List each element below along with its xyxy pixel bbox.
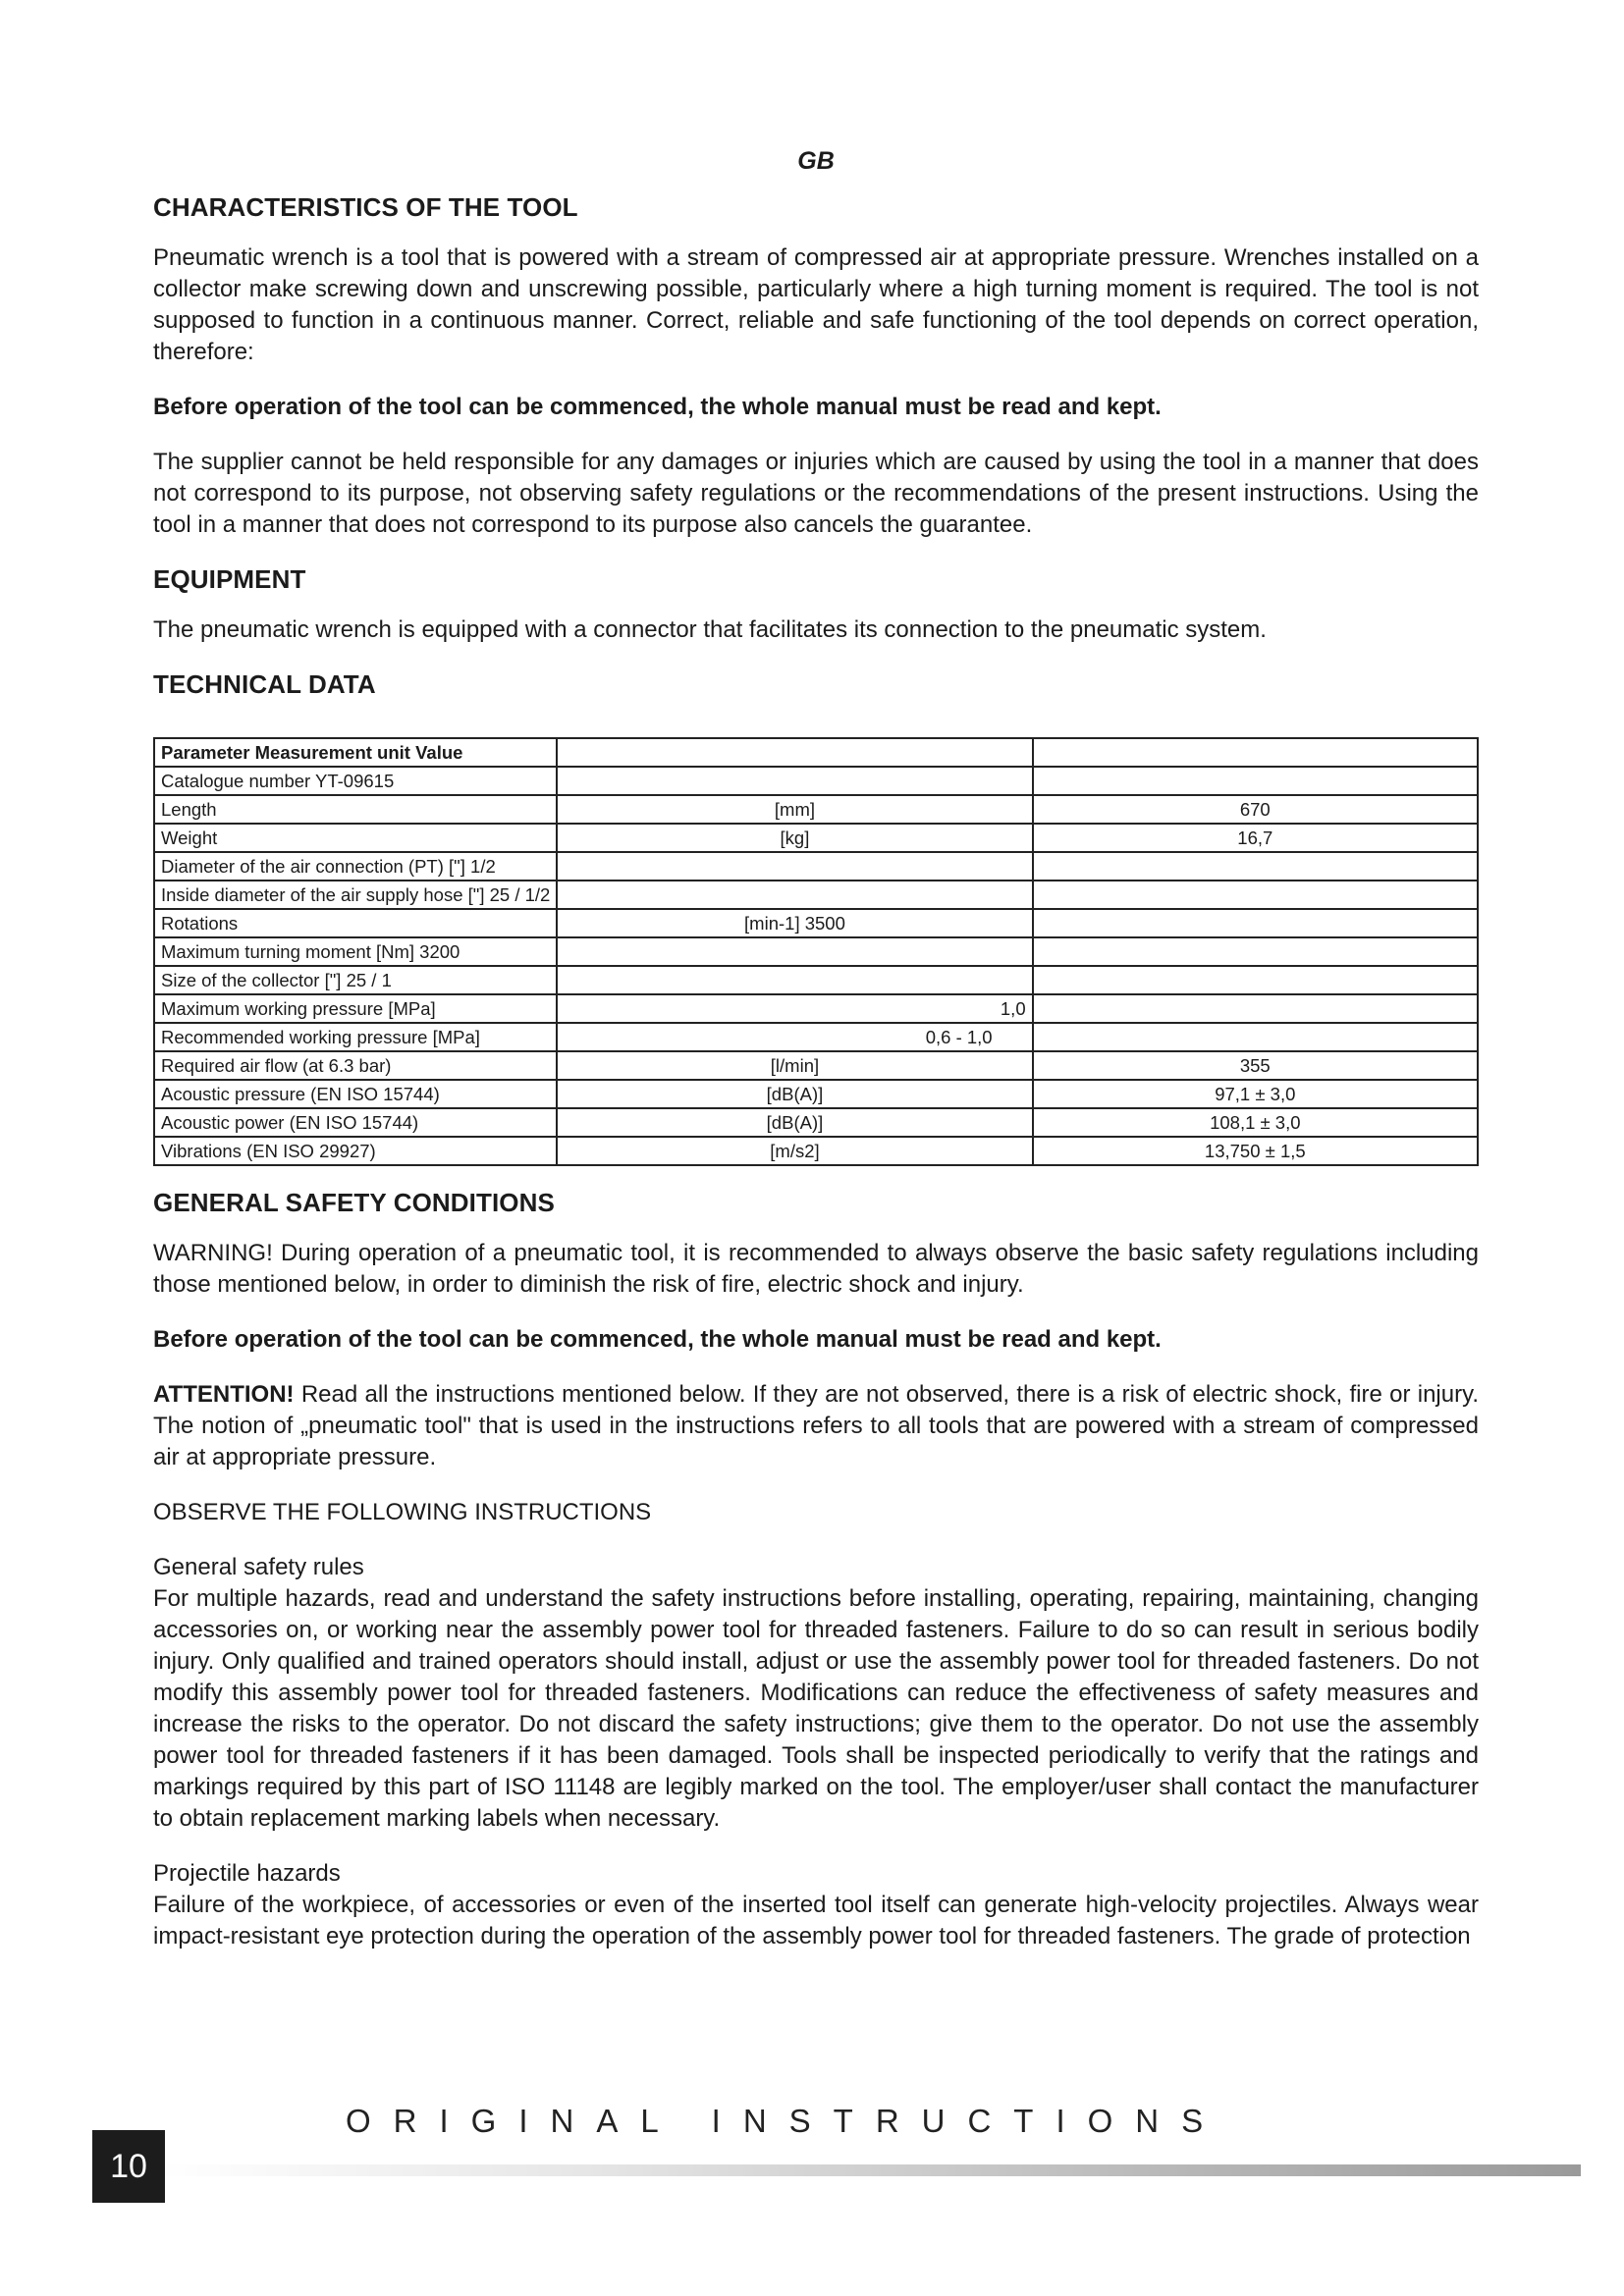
table-row xyxy=(154,966,1478,994)
table-cell xyxy=(1033,738,1478,767)
observe-heading: OBSERVE THE FOLLOWING INSTRUCTIONS xyxy=(153,1499,652,1525)
supplier-disclaimer: The supplier cannot be held responsible for any damages or injuries which are caused by using the tool in a manner that does not correspond to its purpose, not observing safety regulations or the recommendations of the present instructions. Using the tool in a manner that does not correspond to its purpose also cancels the guarantee. xyxy=(153,449,1479,538)
table-cell: Acoustic pressure (EN ISO 15744) xyxy=(154,1080,557,1108)
table-cell: 0,6 - 1,0 xyxy=(557,1023,1032,1051)
table-cell: Weight xyxy=(154,824,557,852)
table-cell xyxy=(557,738,1032,767)
table-cell: [min-1] 3500 xyxy=(557,909,1032,937)
footer-bar xyxy=(157,2164,1581,2176)
table-cell: Acoustic power (EN ISO 15744) xyxy=(154,1108,557,1137)
table-cell xyxy=(1033,881,1478,909)
table-cell: Maximum turning moment [Nm] 3200 xyxy=(154,937,557,966)
table-cell: Diameter of the air connection (PT) ["] 1/2 xyxy=(154,852,557,881)
table-cell xyxy=(557,881,1032,909)
table-cell: Recommended working pressure [MPa] xyxy=(154,1023,557,1051)
table-cell: 355 xyxy=(1033,1051,1478,1080)
manual-notice: Before operation of the tool can be commenced, the whole manual must be read and kept. xyxy=(153,394,1162,420)
table-cell: Vibrations (EN ISO 29927) xyxy=(154,1137,557,1165)
table-row xyxy=(154,1080,1478,1108)
footer-text: ORIGINAL INSTRUCTIONS xyxy=(346,2103,1226,2139)
table-cell: [dB(A)] xyxy=(557,1108,1032,1137)
table-row xyxy=(154,994,1478,1023)
projectile-text: Failure of the workpiece, of accessories or even of the inserted tool itself can generate high-velocity projectiles. Always wear impact-resistant eye protection during the operation of the assembly power tool for threaded fasteners. The grade of protection xyxy=(153,1892,1479,1949)
table-cell: 13,750 ± 1,5 xyxy=(1033,1137,1478,1165)
table-cell xyxy=(1033,909,1478,937)
table-cell: [l/min] xyxy=(557,1051,1032,1080)
table-cell: [dB(A)] xyxy=(557,1080,1032,1108)
table-row xyxy=(154,795,1478,824)
table-cell xyxy=(557,852,1032,881)
safety-heading: GENERAL SAFETY CONDITIONS xyxy=(153,1188,555,1217)
table-cell: Size of the collector ["] 25 / 1 xyxy=(154,966,557,994)
table-row xyxy=(154,937,1478,966)
attention-paragraph xyxy=(153,1379,1479,1473)
table-row xyxy=(154,824,1478,852)
table-cell: 97,1 ± 3,0 xyxy=(1033,1080,1478,1108)
table-row xyxy=(154,852,1478,881)
table-cell: Maximum working pressure [MPa] xyxy=(154,994,557,1023)
general-safety-text: For multiple hazards, read and understand the safety instructions before installing, operating, repairing, maintaining, changing accessories on, or working near the assembly power tool for threaded fasteners. Failure to do so can result in serious bodily injury. Only qualified and trained operators should install, adjust or use the assembly power tool for threaded fasteners. Do not modify this assembly power tool for threaded fasteners. Modifications can reduce the effectiveness of safety measures and increase the risks to the operator. Do not discard the safety instructions; give them to the operator. Do not use the assembly power tool for threaded fasteners if it has been damaged. Tools shall be inspected periodically to verify that the ratings and markings required by this part of ISO 11148 are legibly marked on the tool. The employer/user shall contact the manufacturer to obtain replacement marking labels when necessary. xyxy=(153,1585,1479,1832)
table-cell xyxy=(1033,852,1478,881)
table-cell: Rotations xyxy=(154,909,557,937)
table-cell xyxy=(557,937,1032,966)
table-row xyxy=(154,1023,1478,1051)
table-cell: 1,0 xyxy=(557,994,1032,1023)
table-row xyxy=(154,1108,1478,1137)
table-cell: Inside diameter of the air supply hose ["] 25 / 1/2 xyxy=(154,881,557,909)
table-cell: [kg] xyxy=(557,824,1032,852)
table-cell xyxy=(557,966,1032,994)
table-cell: 670 xyxy=(1033,795,1478,824)
language-label: GB xyxy=(797,147,835,175)
table-row xyxy=(154,738,1478,767)
table-row xyxy=(154,1137,1478,1165)
page-number: 10 xyxy=(92,2130,165,2203)
table-cell: Length xyxy=(154,795,557,824)
table-cell xyxy=(1033,1023,1478,1051)
general-safety-title: General safety rules xyxy=(153,1554,364,1580)
content xyxy=(153,192,1479,1976)
table-row xyxy=(154,1051,1478,1080)
manual-notice-2: Before operation of the tool can be commenced, the whole manual must be read and kept. xyxy=(153,1326,1162,1353)
table-cell: [mm] xyxy=(557,795,1032,824)
technical-data-table xyxy=(153,737,1479,1166)
table-cell xyxy=(1033,994,1478,1023)
characteristics-paragraph: Pneumatic wrench is a tool that is powered with a stream of compressed air at appropriate pressure. Wrenches installed on a collector make screwing down and unscrewing possible, particularly where a high turning moment is required. The tool is not supposed to function in a continuous manner. Correct, reliable and safe functioning of the tool depends on correct operation, therefore: xyxy=(153,244,1479,365)
characteristics-heading: CHARACTERISTICS OF THE TOOL xyxy=(153,192,578,222)
table-cell: Parameter Measurement unit Value xyxy=(154,738,557,767)
equipment-paragraph: The pneumatic wrench is equipped with a connector that facilitates its connection to the pneumatic system. xyxy=(153,616,1267,643)
table-row xyxy=(154,881,1478,909)
table-cell: Required air flow (at 6.3 bar) xyxy=(154,1051,557,1080)
technical-data-heading: TECHNICAL DATA xyxy=(153,669,376,699)
projectile-title: Projectile hazards xyxy=(153,1860,341,1887)
table-cell xyxy=(1033,767,1478,795)
table-cell: Catalogue number YT-09615 xyxy=(154,767,557,795)
table-row xyxy=(154,767,1478,795)
table-row xyxy=(154,909,1478,937)
table-cell xyxy=(1033,966,1478,994)
warning-paragraph: WARNING! During operation of a pneumatic tool, it is recommended to always observe the basic safety regulations including those mentioned below, in order to diminish the risk of fire, electric shock and injury. xyxy=(153,1240,1479,1298)
attention-text: Read all the instructions mentioned below. If they are not observed, there is a risk of electric shock, fire or injury. The notion of „pneumatic tool" that is used in the instructions refers to all tools that are powered with a stream of compressed air at appropriate pressure. xyxy=(153,1381,1479,1470)
table-cell: 108,1 ± 3,0 xyxy=(1033,1108,1478,1137)
table-cell: [m/s2] xyxy=(557,1137,1032,1165)
table-cell xyxy=(1033,937,1478,966)
table-cell: 16,7 xyxy=(1033,824,1478,852)
table-cell xyxy=(557,767,1032,795)
attention-label: ATTENTION! xyxy=(153,1381,295,1408)
equipment-heading: EQUIPMENT xyxy=(153,564,306,594)
